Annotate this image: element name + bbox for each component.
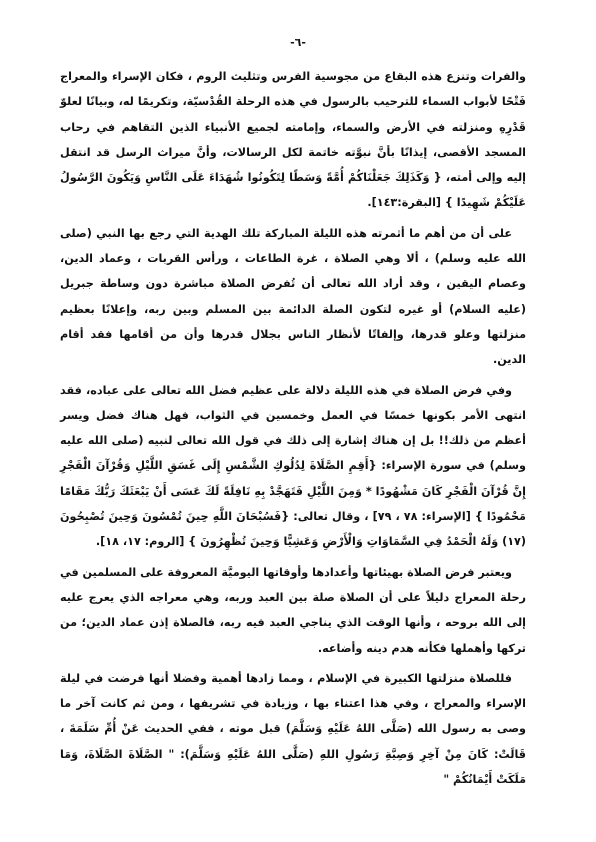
- paragraph-4: ويعتبر فرض الصلاة بهيئاتها وأعدادها وأوقاتها اليوميَّة المعروفة على المسلمين في رحلة المعراج دليلاً على أن الصلاة صلة بين العبد وربه، وهي معراجه الذي يعرج عليه إلى الله بروحه ، وأنها الوقت الذي يناجي العبد فيه ربه، فالصلاة إذن عماد الدين؛ من تركها وأهملها فكأنه هدم دينه وأضاعه.: [60, 565, 526, 655]
- paragraph-3: وفي فرض الصلاة في هذه الليلة دلالة على عظيم فضل الله تعالى على عباده، فقد انتهى الأمر بكونها خمسًا في العمل وخمسين في الثواب، فهل هناك فضل ويسر أعظم من ذلك!! بل إن هناك إشارة إلى ذلك في قول الله تعالى لنبيه (صلى الله عليه وسلم) في سورة الإسراء: {أَقِمِ الصَّلَاةَ لِدُلُوكِ الشَّمْسِ إِلَى غَسَقِ اللَّيْلِ وَقُرْآنَ الْفَجْرِ إِنَّ قُرْآنَ الْفَجْرِ كَانَ مَشْهُودًا * وَمِنَ اللَّيْلِ فَتَهَجَّدْ بِهِ نَافِلَةً لَكَ عَسَى أَنْ يَبْعَثَكَ رَبُّكَ مَقَامًا مَحْمُودًا } [الإسراء: ٧٨ ، ٧٩] ، وقال تعالى: {فَسُبْحَانَ اللَّهِ حِينَ تُمْسُونَ وَحِينَ تُصْبِحُونَ (١٧) وَلَهُ الْحَمْدُ فِي السَّمَاوَاتِ وَالْأَرْضِ وَعَشِيًّا وَحِينَ تُظْهِرُونَ } [الروم: ١٧، ١٨].: [60, 383, 526, 549]
- paragraph-2: على أن من أهم ما أثمرته هذه الليلة المباركة تلك الهدية التي رجع بها النبي (صلى الله عليه وسلم) ، ألا وهي الصلاة ، غرة الطاعات ، ورأس القربات ، وعماد الدين، وعصام اليقين ، وقد أراد الله تعالى أن تُفرض الصلاة مباشرة دون وساطة جبريل (عليه السلام) أو غيره لتكون الصلة الدائمة بين المسلم وبين ربه، وإعلانًا بعظيم منزلتها وعلو قدرها، وإلفاتًا لأنظار الناس بجلال قدرها وأن من أقامها فقد أقام الدين.: [60, 226, 526, 367]
- document-body: [60, 64, 526, 797]
- paragraph-1: والفرات وتنزع هذه البقاع من مجوسية الفرس وتثليث الروم ، فكان الإسراء والمعراج فَتْحًا لأبواب السماء للترحيب بالرسول في هذه الرحلة القُدْسيّة، وتكريمًا له، وبيانًا لعلوّ قَدْرِهِ ومنزلته في الأرض والسماء، وإمامته لجميع الأنبياء الذين التقاهم في رحاب المسجد الأقصى، إيذانًا بأنَّ نبوَّته خاتمة لكل الرسالات، وأنَّ ميراث الرسل قد انتقل إليه وإلى أمته، { وَكَذَلِكَ جَعَلْنَاكُمْ أُمَّةً وَسَطًا لِتَكُونُوا شُهَدَاءَ عَلَى النَّاسِ وَيَكُونَ الرَّسُولُ عَلَيْكُمْ شَهِيدًا } [البقرة:١٤٣].: [60, 70, 526, 210]
- paragraph-5: فللصلاة منزلتها الكبيرة في الإسلام ، ومما زادها أهمية وفضلا أنها فرضت في ليلة الإسراء والمعراج ، وفي هذا اعتناء بها ، وزيادة في تشريفها ، ومن ثم كانت آخر ما وصى به رسول الله (صَلَّى اللهُ عَلَيْهِ وَسَلَّمَ) قبل موته ، ففي الحديث عَنْ أُمِّ سَلَمَةَ ، قَالَتْ: كَانَ مِنْ آخِرِ وَصِيَّةِ رَسُولِ اللهِ (صَلَّى اللهُ عَلَيْهِ وَسَلَّمَ): " الصَّلَاةَ الصَّلَاةَ، وَمَا مَلَكَتْ أَيْمَانُكُمْ ": [60, 671, 526, 787]
- page-number: -٦-: [290, 36, 306, 49]
